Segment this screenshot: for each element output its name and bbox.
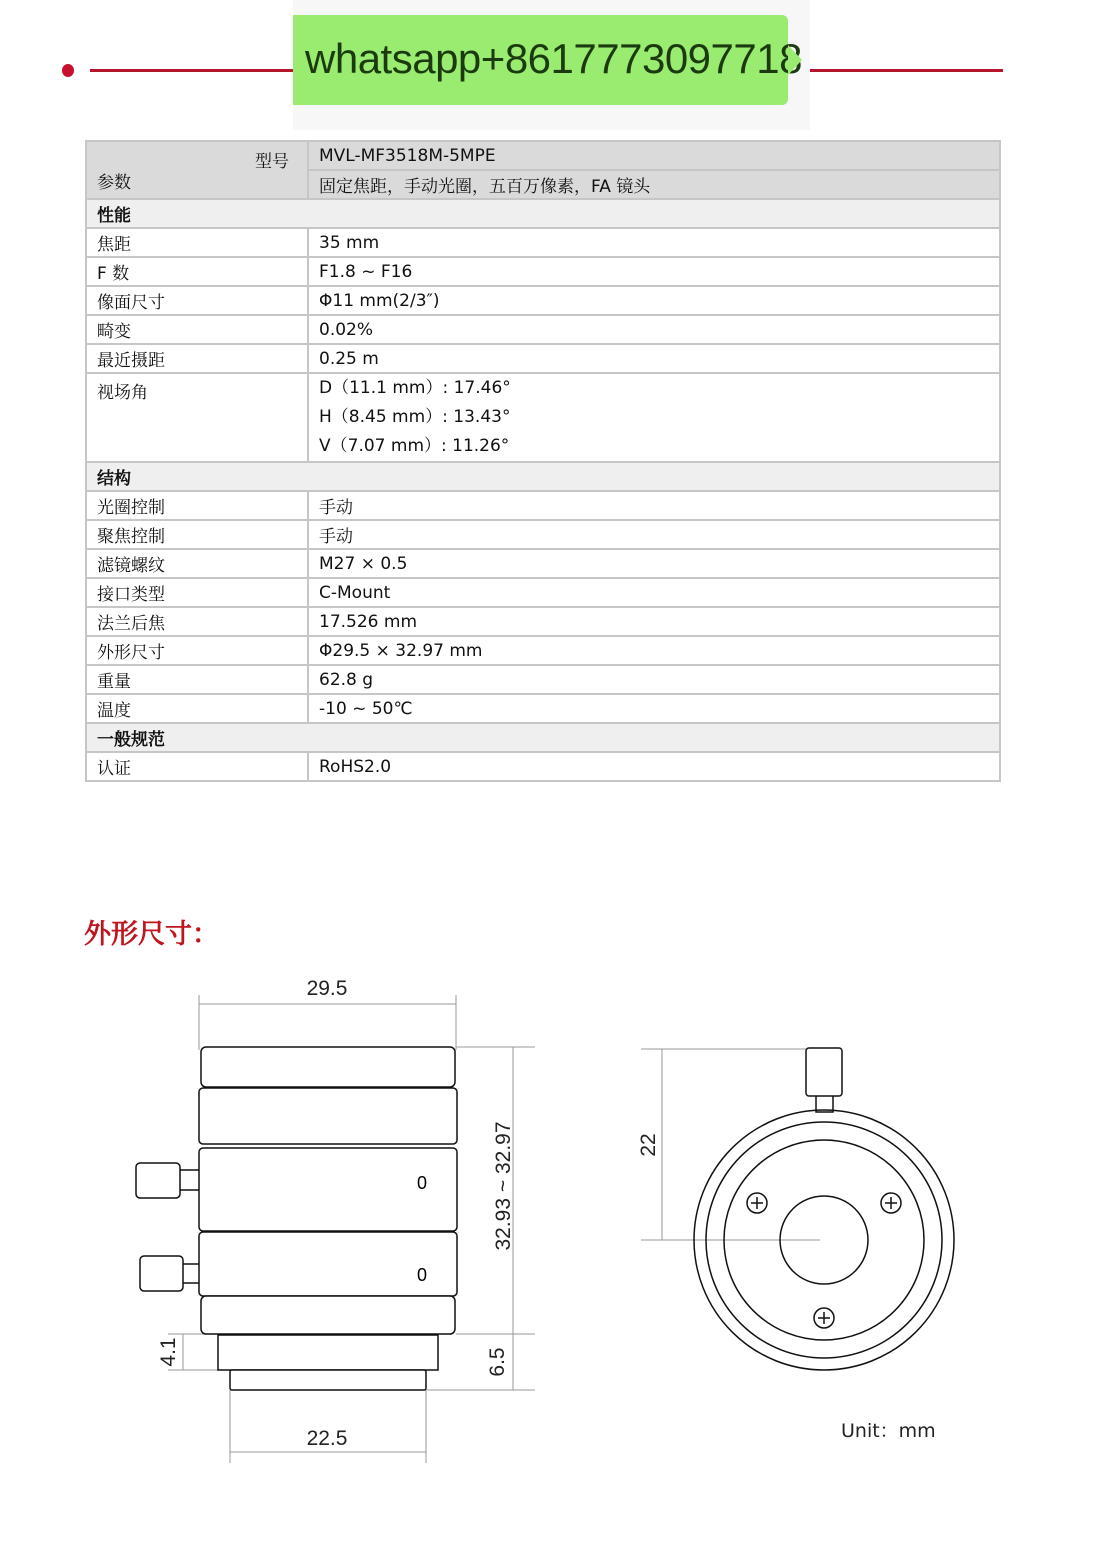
dim-width-bottom: 22.5 xyxy=(306,1427,348,1450)
screw-icon xyxy=(747,1193,767,1213)
row-value: Φ11 mm(2/3″) xyxy=(308,286,1000,315)
fov-d: D（11.1 mm）: 17.46° xyxy=(319,378,511,398)
row-value: -10 ~ 50℃ xyxy=(308,694,1000,723)
fov-v: V（7.07 mm）: 11.26° xyxy=(319,436,510,456)
row-value: 62.8 g xyxy=(308,665,1000,694)
row-value: 0.02% xyxy=(308,315,1000,344)
row-label: 像面尺寸 xyxy=(86,286,308,315)
description-value: 固定焦距，手动光圈，五百万像素，FA 镜头 xyxy=(308,170,1000,199)
row-label: 畸变 xyxy=(86,315,308,344)
row-value: RoHS2.0 xyxy=(308,752,1000,781)
row-label: 视场角 xyxy=(86,373,308,462)
row-label: 重量 xyxy=(86,665,308,694)
row-value: F1.8 ~ F16 xyxy=(308,257,1000,286)
section-title: 性能 xyxy=(86,199,1000,228)
row-label: 滤镜螺纹 xyxy=(86,549,308,578)
row-label: 聚焦控制 xyxy=(86,520,308,549)
screw-icon xyxy=(814,1308,834,1328)
lens-side-view xyxy=(136,1047,457,1390)
row-value: Φ29.5 × 32.97 mm xyxy=(308,636,1000,665)
row-value: 手动 xyxy=(308,491,1000,520)
lens-front-view xyxy=(694,1048,954,1370)
row-value: C-Mount xyxy=(308,578,1000,607)
ring-mark-1: 0 xyxy=(416,1173,428,1193)
row-label: 认证 xyxy=(86,752,308,781)
dim-mount: 6.5 xyxy=(486,1347,509,1377)
row-label: 焦距 xyxy=(86,228,308,257)
row-label: 法兰后焦 xyxy=(86,607,308,636)
row-value: 35 mm xyxy=(308,228,1000,257)
dim-thread: 4.1 xyxy=(157,1337,180,1367)
model-value: MVL-MF3518M-5MPE xyxy=(308,141,1000,170)
row-label: F 数 xyxy=(86,257,308,286)
unit-label: Unit：mm xyxy=(841,1420,936,1442)
section-title: 结构 xyxy=(86,462,1000,491)
row-label: 光圈控制 xyxy=(86,491,308,520)
row-label: 外形尺寸 xyxy=(86,636,308,665)
corner-top-label: 型号 xyxy=(255,152,289,172)
ring-mark-2: 0 xyxy=(416,1265,428,1285)
row-label: 接口类型 xyxy=(86,578,308,607)
row-label: 温度 xyxy=(86,694,308,723)
row-value: 手动 xyxy=(308,520,1000,549)
row-value: 0.25 m xyxy=(308,344,1000,373)
section-title: 一般规范 xyxy=(86,723,1000,752)
dimensions-title: 外形尺寸： xyxy=(84,919,219,950)
row-label: 最近摄距 xyxy=(86,344,308,373)
banner-text: whatsapp+8617773097718 xyxy=(305,35,802,82)
row-value: M27 × 0.5 xyxy=(308,549,1000,578)
row-value: 17.526 mm xyxy=(308,607,1000,636)
dim-front-height: 22 xyxy=(637,1133,660,1157)
dim-width-top: 29.5 xyxy=(306,977,348,1000)
fov-h: H（8.45 mm）: 13.43° xyxy=(319,407,511,427)
corner-bottom-label: 参数 xyxy=(97,173,131,193)
dim-length: 32.93 ~ 32.97 xyxy=(492,1121,515,1251)
screw-icon xyxy=(881,1193,901,1213)
